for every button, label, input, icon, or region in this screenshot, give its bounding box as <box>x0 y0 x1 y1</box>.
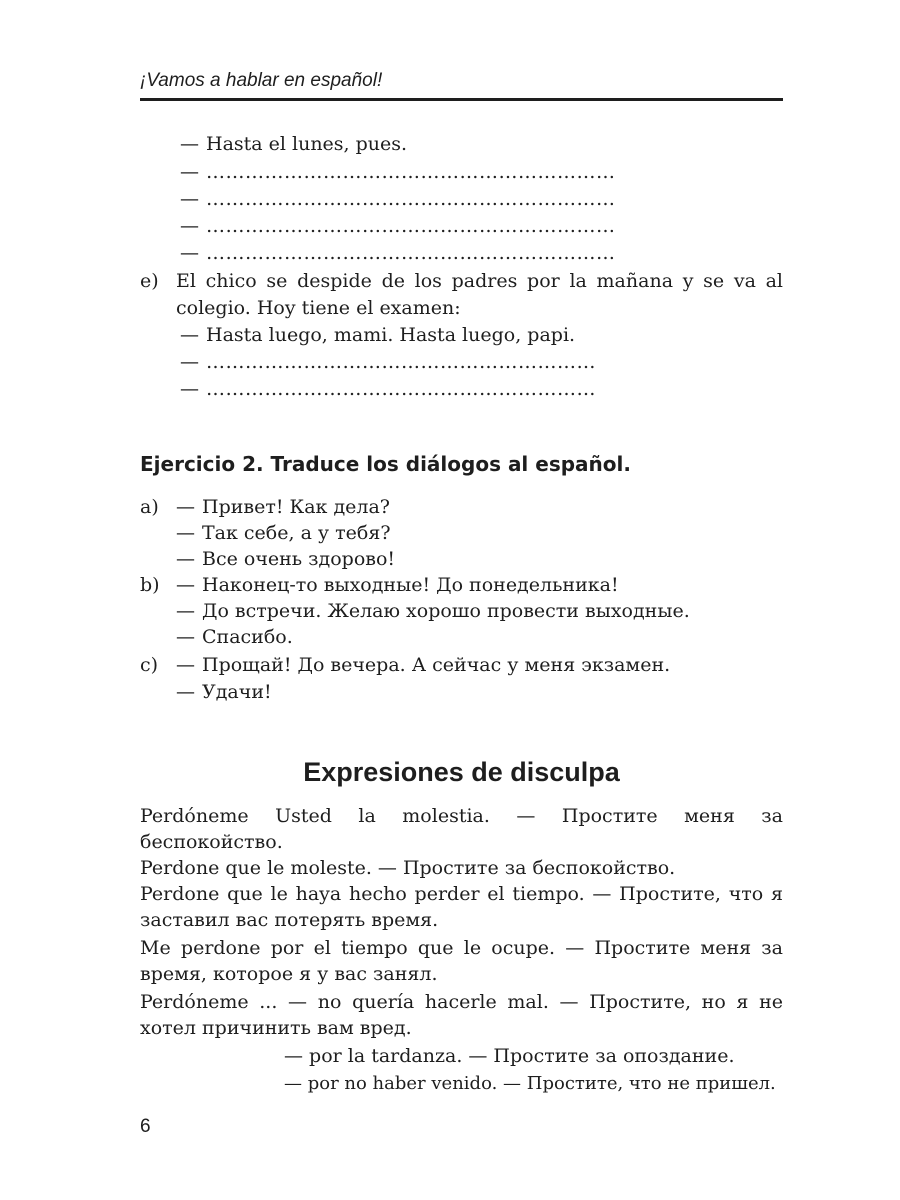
dash: — <box>176 548 195 570</box>
dash: — <box>180 188 199 210</box>
dialog-line <box>180 131 407 157</box>
dialog-line <box>176 546 395 572</box>
paragraph-line: время, которое я у вас занял. <box>140 963 438 985</box>
dialog-line <box>180 322 575 348</box>
dialog-text: Наконец-то выходные! До понедельника! <box>202 574 619 596</box>
fill-in-dots: ……………………………………………………… <box>206 188 616 210</box>
fill-in-dots: …………………………………………………… <box>206 378 596 400</box>
paragraph-line: заставил вас потерять время. <box>140 909 439 931</box>
dash: — <box>176 681 195 703</box>
blank-line <box>180 213 616 239</box>
dialog-line <box>176 652 670 678</box>
item-label-b: b) <box>140 574 160 596</box>
item-label-e: e) <box>140 270 159 292</box>
paragraph-line: беспокойство. <box>140 831 283 853</box>
dash: — <box>176 574 195 596</box>
fill-in-dots: ……………………………………………………… <box>206 161 616 183</box>
dash: — <box>180 215 199 237</box>
blank-line <box>180 159 616 185</box>
item-label-c: c) <box>140 654 159 676</box>
dialog-line <box>176 598 690 624</box>
dialog-text: Спасибо. <box>202 626 293 648</box>
dialog-text: Привет! Как дела? <box>202 496 390 518</box>
paragraph-line: Perdone que le haya hecho perder el tiempo. — Простите, что я <box>140 883 783 905</box>
paragraph-line: Me perdone por el tiempo que le ocupe. — Простите меня за <box>140 937 783 959</box>
paragraph-line: Perdone que le moleste. — Простите за беспокойство. <box>140 857 676 879</box>
dash: — <box>180 133 199 155</box>
dialog-line <box>176 520 391 546</box>
blank-line <box>180 349 596 375</box>
item-label-a: a) <box>140 496 159 518</box>
dash: — <box>180 161 199 183</box>
dash: — <box>180 351 199 373</box>
exercise-title: Ejercicio 2. Traduce los diálogos al español. <box>140 452 631 476</box>
dash: — <box>176 626 195 648</box>
dialog-line <box>176 572 619 598</box>
paragraph-line: — por la tardanza. — Простите за опоздание. <box>284 1045 735 1067</box>
dash: — <box>176 496 195 518</box>
dialog-line <box>176 494 390 520</box>
fill-in-dots: …………………………………………………… <box>206 351 596 373</box>
intro-line: colegio. Hoy tiene el examen: <box>176 297 461 319</box>
page-number: 6 <box>140 1116 151 1137</box>
blank-line <box>180 376 596 402</box>
dash: — <box>176 654 195 676</box>
running-header: ¡Vamos a hablar en español! <box>140 70 783 101</box>
dash: — <box>180 242 199 264</box>
dialog-text: Все очень здорово! <box>202 548 396 570</box>
intro-line: El chico se despide de los padres por la mañana y se va al <box>176 270 783 292</box>
paragraph-line: — por no haber venido. — Простите, что не пришел. <box>284 1073 776 1094</box>
dialog-line <box>176 679 272 705</box>
dialog-text: Hasta el lunes, pues. <box>206 133 408 155</box>
paragraph-line: Perdóneme Usted la molestia. — Простите меня за <box>140 805 783 827</box>
dialog-text: Прощай! До вечера. А сейчас у меня экзамен. <box>202 654 671 676</box>
dash: — <box>176 522 195 544</box>
dialog-text: Hasta luego, mami. Hasta luego, papi. <box>206 324 576 346</box>
paragraph-line: хотел причинить вам вред. <box>140 1017 412 1039</box>
blank-line <box>180 240 616 266</box>
dash: — <box>180 324 199 346</box>
fill-in-dots: ……………………………………………………… <box>206 242 616 264</box>
dialog-text: Так себе, а у тебя? <box>202 522 391 544</box>
section-title: Expresiones de disculpa <box>303 757 620 787</box>
paragraph-line: Perdóneme ... — no quería hacerle mal. — Простите, но я не <box>140 991 783 1013</box>
fill-in-dots: ……………………………………………………… <box>206 215 616 237</box>
dash: — <box>180 378 199 400</box>
dialog-line <box>176 624 293 650</box>
dash: — <box>176 600 195 622</box>
dialog-text: Удачи! <box>202 681 272 703</box>
dialog-text: До встречи. Желаю хорошо провести выходные. <box>202 600 690 622</box>
blank-line <box>180 186 616 212</box>
